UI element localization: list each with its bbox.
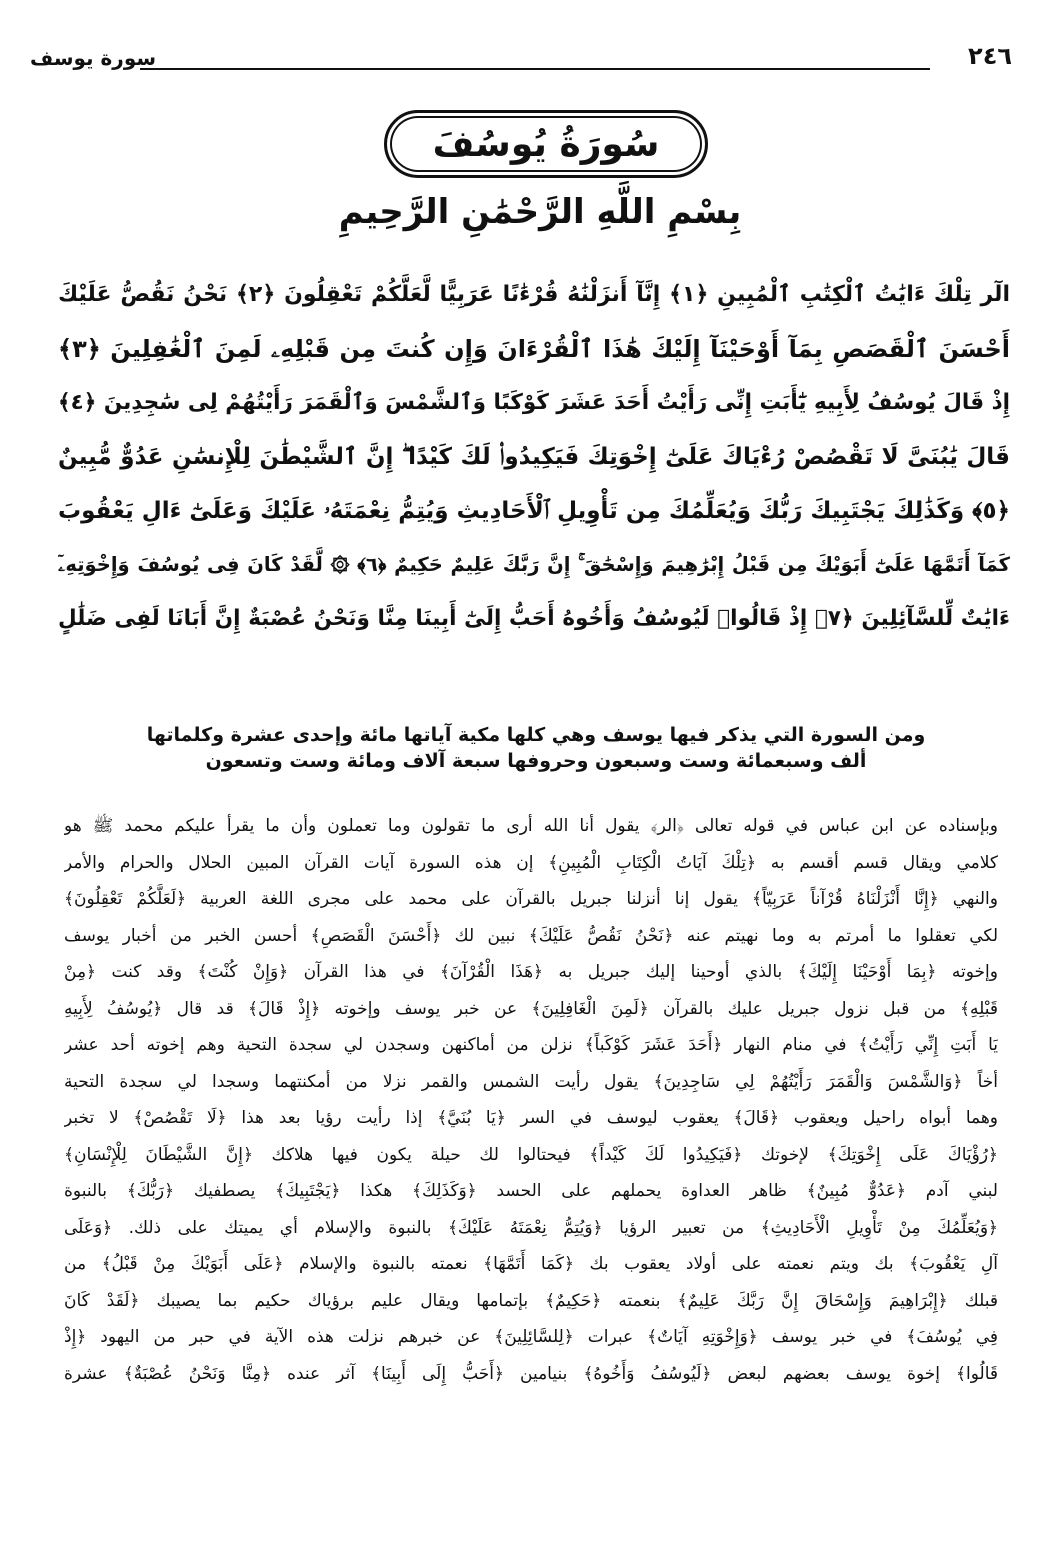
verses-block	[58, 268, 1010, 646]
intro-line: ومن السورة التي يذكر فيها يوسف وهي كلها مكية آياتها مائة وإحدى عشرة وكلماتها	[146, 724, 926, 746]
commentary-line: لكي تعقلوا ما أمرتم به وما نهيتم عنه ﴿نَحْنُ نَقُصُّ عَلَيْكَ﴾ نبين لك ﴿أَحْسَنَ الْقَصَصِ﴾ أحسن الخبر من أخبار يوسف	[64, 925, 998, 946]
verse-line: الٓر تِلْكَ ءَايَٰتُ ٱلْكِتَٰبِ ٱلْمُبِينِ ﴿١﴾ إِنَّآ أَنزَلْنَٰهُ قُرْءَٰنًا عَرَبِيًّا لَّعَلَّكُمْ تَعْقِلُونَ ﴿٢﴾ نَحْنُ نَقُصُّ عَلَيْكَ	[58, 282, 1010, 307]
commentary-line: يَا أَبَتِ إِنِّي رَأَيْتُ﴾ في منام النهار ﴿أَحَدَ عَشَرَ كَوْكَباً﴾ نزلن من أماكنهن وسجدن لي سجدة التحية وهم إخوته أحد عشر	[64, 1035, 998, 1055]
verse-line: ﴿٥﴾ وَكَذَٰلِكَ يَجْتَبِيكَ رَبُّكَ وَيُعَلِّمُكَ مِن تَأْوِيلِ ٱلْأَحَادِيثِ وَيُتِمُّ نِعْمَتَهُۥ عَلَيْكَ وَعَلَىٰٓ ءَالِ يَعْقُوبَ	[58, 498, 1010, 524]
page-number: ٢٤٦	[968, 42, 1012, 70]
commentary-line: فِي يُوسُفَ﴾ في خبر يوسف ﴿وَإِخْوَتِهِ آيَاتٌ﴾ عبرات ﴿لِلسَّائِلِينَ﴾ عن خبرهم نزلت هذه الآية في حبر من اليهود ﴿إِذْ	[64, 1327, 998, 1347]
surah-intro	[80, 722, 992, 774]
title-cartouche	[384, 110, 708, 178]
commentary-line: كلامي ويقال قسم أقسم به ﴿تِلْكَ آيَاتُ الْكِتَابِ الْمُبِينِ﴾ إن هذه السورة آيات القرآن المبين الحلال والحرام والأمر	[64, 852, 998, 873]
verse-line: إِذْ قَالَ يُوسُفُ لِأَبِيهِ يَٰٓأَبَتِ إِنِّى رَأَيْتُ أَحَدَ عَشَرَ كَوْكَبًا وَٱلشَّمْسَ وَٱلْقَمَرَ رَأَيْتُهُمْ لِى سَٰجِدِينَ ﴿٤﴾	[58, 390, 1010, 415]
commentary-line: وهما أبواه راحيل ويعقوب ﴿قَالَ﴾ يعقوب ليوسف في السر ﴿يَا بُنَيَّ﴾ إذا رأيت رؤيا بعد هذا ﴿لَا تَقْصُصْ﴾ لا تخبر	[64, 1108, 998, 1128]
commentary-line: ﴿رُؤْيَاكَ عَلَى إِخْوَتِكَ﴾ لإخوتك ﴿فَيَكِيدُوا لَكَ كَيْداً﴾ فيحتالوا لك حيلة يكون فيها هلاكك ﴿إِنَّ الشَّيْطَانَ لِلْإِنْسَانِ﴾	[64, 1144, 998, 1165]
commentary-line: أخاً ﴿وَالشَّمْسَ وَالْقَمَرَ رَأَيْتُهُمْ لِي سَاجِدِينَ﴾ يقول رأيت الشمس والقمر نزلا من أمكنتهما وسجدا لي سجدة التحية	[64, 1071, 998, 1092]
commentary-line: قَبْلِهِ﴾ من قبل نزول جبريل عليك بالقرآن ﴿لَمِنَ الْغَافِلِينَ﴾ عن خبر يوسف وإخوته ﴿إِذْ قَالَ﴾ قد قال ﴿يُوسُفُ لِأَبِيهِ	[64, 998, 998, 1019]
verse-line: ءَايَٰتٌ لِّلسَّآئِلِينَ ﴿٧﴾ إِذْ قَالُوا۟ لَيُوسُفُ وَأَخُوهُ أَحَبُّ إِلَىٰٓ أَبِينَا مِنَّا وَنَحْنُ عُصْبَةٌ إِنَّ أَبَانَا لَفِى ضَلَٰلٍ	[58, 606, 1010, 631]
surah-title: سُورَةُ يُوسُفَ	[432, 123, 660, 165]
surah-label: سورة يوسف	[30, 46, 157, 70]
intro-line: ألف وسبعمائة وست وسبعون وحروفها سبعة آلاف ومائة وست وتسعون	[205, 750, 867, 772]
basmala: بِسْمِ اللَّهِ الرَّحْمَٰنِ الرَّحِيمِ	[338, 192, 742, 232]
commentary-line: وبإسناده عن ابن عباس في قوله تعالى ﴿الر﴾ يقول أنا الله أرى ما تقولون وما تعملون وأن ما يقرأ عليكم محمد ﷺ هو	[64, 816, 998, 836]
running-head	[30, 40, 1012, 84]
tafsir-commentary	[64, 808, 998, 1392]
commentary-line: وإخوته ﴿بِمَا أَوْحَيْنَا إِلَيْكَ﴾ بالذي أوحينا إليك جبريل به ﴿هَذَا الْقُرْآنَ﴾ في هذا القرآن ﴿وَإِنْ كُنْتَ﴾ وقد كنت ﴿مِنْ	[64, 962, 998, 982]
commentary-line: ﴿وَيُعَلِّمُكَ مِنْ تَأْوِيلِ الْأَحَادِيثِ﴾ من تعبير الرؤيا ﴿وَيُتِمُّ نِعْمَتَهُ عَلَيْكَ﴾ بالنبوة والإسلام أي يميتك على ذلك. ﴿وَعَلَى	[64, 1217, 998, 1238]
commentary-line: لبني آدم ﴿عَدُوٌّ مُبِينٌ﴾ ظاهر العداوة يحملهم على الحسد ﴿وَكَذَلِكَ﴾ هكذا ﴿يَجْتَبِيكَ﴾ يصطفيك ﴿رَبُّكَ﴾ بالنبوة	[64, 1181, 998, 1201]
commentary-line: قبلك ﴿إِبْرَاهِيمَ وَإِسْحَاقَ إِنَّ رَبَّكَ عَلِيمٌ﴾ بنعمته ﴿حَكِيمٌ﴾ بإتمامها ويقال عليم برؤياك حكيم بما يصيبك ﴿لَقَدْ كَانَ	[64, 1290, 998, 1311]
verse-line: أَحْسَنَ ٱلْقَصَصِ بِمَآ أَوْحَيْنَآ إِلَيْكَ هَٰذَا ٱلْقُرْءَانَ وَإِن كُنتَ مِن قَبْلِهِۦ لَمِنَ ٱلْغَٰفِلِينَ ﴿٣﴾	[58, 335, 1010, 363]
verse-line: كَمَآ أَتَمَّهَا عَلَىٰٓ أَبَوَيْكَ مِن قَبْلُ إِبْرَٰهِيمَ وَإِسْحَٰقَ ۚ إِنَّ رَبَّكَ عَلِيمٌ حَكِيمٌ ﴿٦﴾ ۞ لَّقَدْ كَانَ فِى يُوسُفَ وَإِخْوَتِهِۦٓ	[58, 553, 1010, 576]
commentary-line: آلِ يَعْقُوبَ﴾ بك ويتم نعمته على أولاد يعقوب بك ﴿كَمَا أَتَمَّهَا﴾ نعمته بالنبوة والإسلام ﴿عَلَى أَبَوَيْكَ مِنْ قَبْلُ﴾ من	[64, 1254, 998, 1274]
verse-line: قَالَ يَٰبُنَىَّ لَا تَقْصُصْ رُءْيَاكَ عَلَىٰٓ إِخْوَتِكَ فَيَكِيدُوا۟ لَكَ كَيْدًا ۖ إِنَّ ٱلشَّيْطَٰنَ لِلْإِنسَٰنِ عَدُوٌّ مُّبِينٌ	[58, 444, 1010, 470]
commentary-line: قَالُوا﴾ إخوة يوسف بعضهم لبعض ﴿لَيُوسُفُ وَأَخُوهُ﴾ بنيامين ﴿أَحَبُّ إِلَى أَبِينَا﴾ آثر عنده ﴿مِنَّا وَنَحْنُ عُصْبَةٌ﴾ عشرة	[64, 1363, 998, 1384]
header-rule	[140, 68, 930, 70]
commentary-line: والنهي ﴿إِنَّا أَنْزَلْنَاهُ قُرْآناً عَرَبِيّاً﴾ يقول إنا أنزلنا جبريل بالقرآن على محمد على مجرى اللغة العربية ﴿لَعَلَّكُمْ تَعْقِلُونَ﴾	[64, 889, 998, 909]
